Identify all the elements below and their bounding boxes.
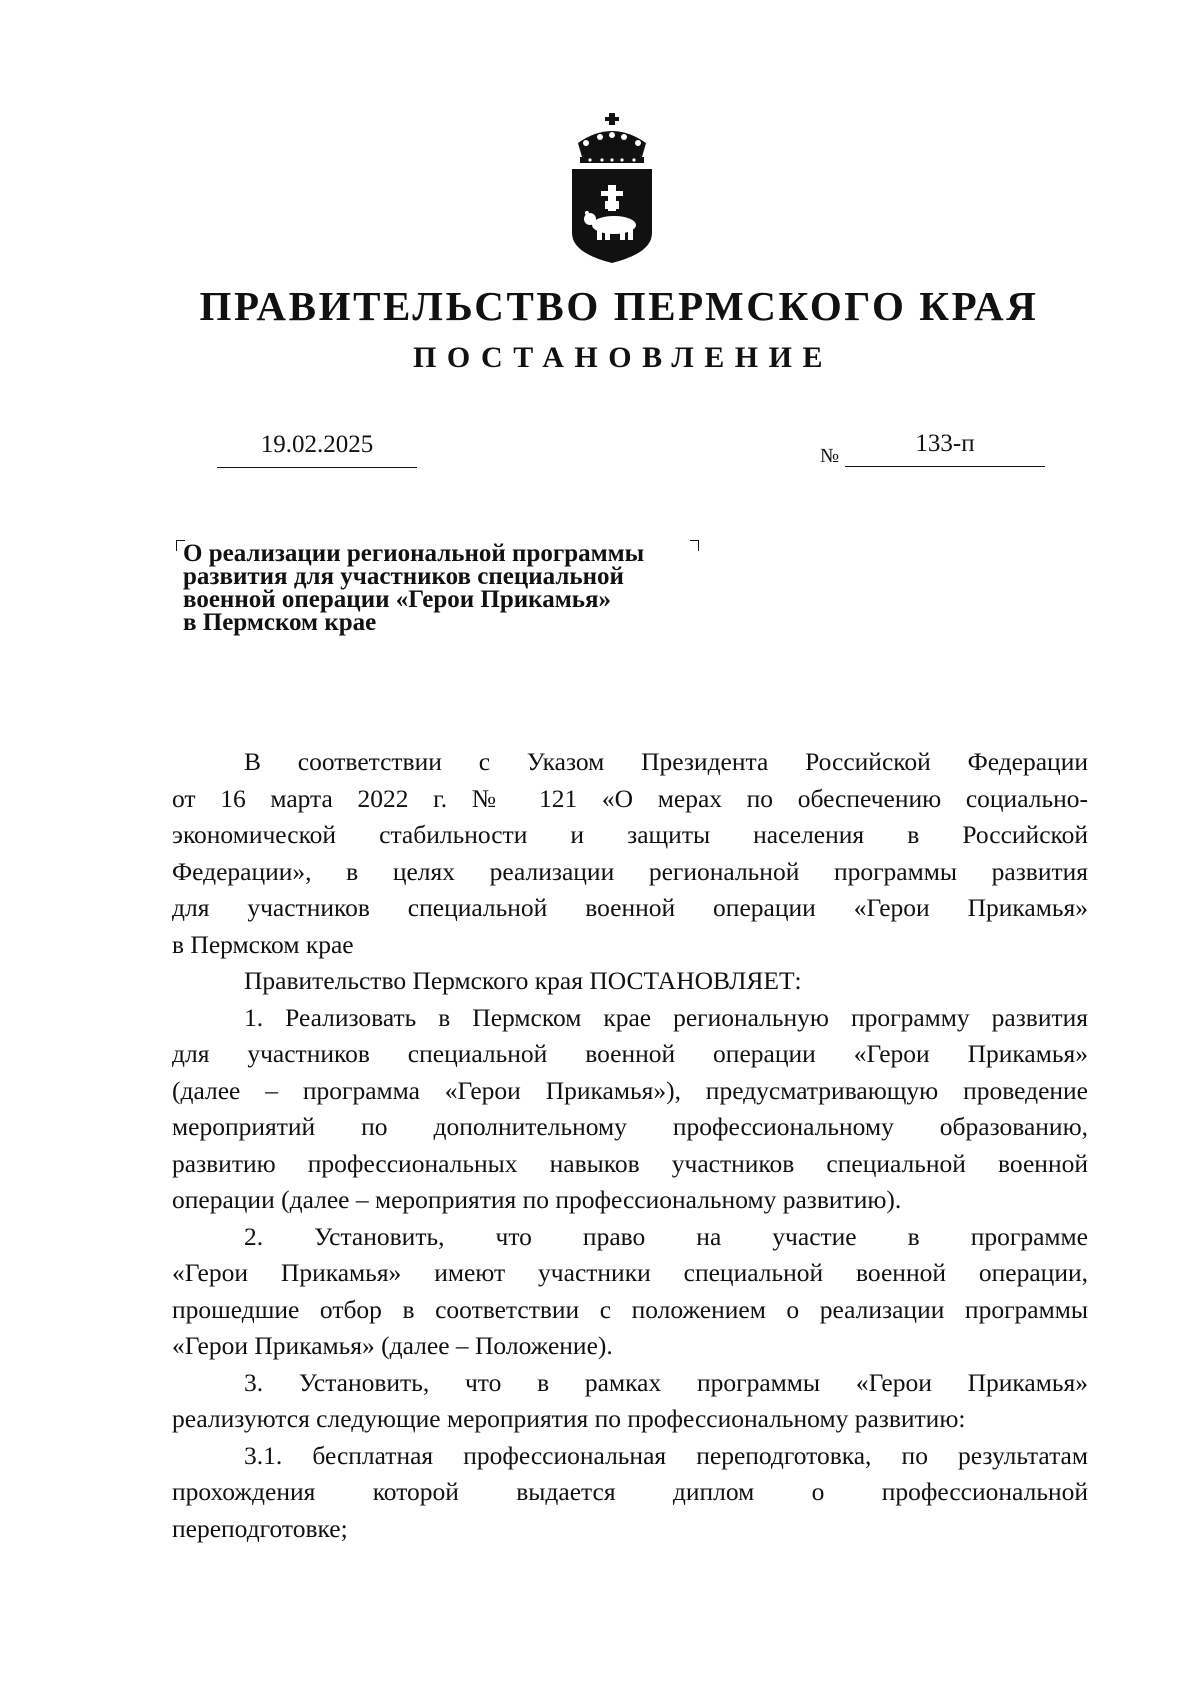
body-line: 2. Установить, что право на участие в программе bbox=[244, 1221, 1088, 1251]
number-label: № bbox=[820, 445, 840, 467]
body-line: 3.1. бесплатная профессиональная переподготовка, по результатам bbox=[244, 1440, 1088, 1470]
document-date: 19.02.2025 bbox=[260, 431, 374, 458]
body-line: для участников специальной военной операции «Герои Прикамья» bbox=[172, 893, 1088, 922]
number-field bbox=[845, 430, 1045, 467]
body-line: прошедшие отбор в соответствии с положением о реализации программы bbox=[172, 1294, 1088, 1324]
body-line: 3. Установить, что в рамках программы «Герои Прикамья» bbox=[244, 1367, 1088, 1397]
body-line: для участников специальной военной операции «Герои Прикамья» bbox=[172, 1039, 1088, 1068]
body-line: (далее – программа «Герои Прикамья»), предусматривающую проведение bbox=[172, 1075, 1088, 1105]
body-line: в Пермском крае bbox=[172, 929, 354, 959]
subject-line: военной операции «Герои Прикамья» bbox=[183, 586, 611, 613]
shield-icon bbox=[572, 169, 652, 263]
document-number: 133-п bbox=[915, 430, 975, 457]
body-line: реализуются следующие мероприятия по профессиональному развитию: bbox=[172, 1404, 966, 1433]
body-line: мероприятий по дополнительному профессиональному образованию, bbox=[172, 1112, 1088, 1141]
subject-line: в Пермском крае bbox=[183, 609, 377, 636]
date-field bbox=[217, 431, 417, 468]
crown-icon bbox=[578, 113, 646, 163]
body-line: «Герои Прикамья» (далее – Положение). bbox=[172, 1331, 613, 1360]
body-line: В соответствии с Указом Президента Российской Федерации bbox=[244, 747, 1088, 776]
subject-heading bbox=[183, 542, 743, 634]
subject-line: О реализации региональной программы bbox=[183, 540, 645, 567]
body-line: экономической стабильности и защиты населения в Российской bbox=[172, 820, 1088, 849]
body-line: Федерации», в целях реализации региональной программы развития bbox=[172, 856, 1088, 886]
body-line: развитию профессиональных навыков участников специальной военной bbox=[172, 1148, 1088, 1178]
body-line: операции (далее – мероприятия по профессиональному развитию). bbox=[172, 1185, 902, 1214]
subject-line: развития для участников специальной bbox=[183, 563, 624, 590]
body-line: «Герои Прикамья» имеют участники специальной военной операции, bbox=[172, 1258, 1088, 1287]
body-line: прохождения которой выдается диплом о профессиональной bbox=[172, 1477, 1088, 1506]
body-line: переподготовке; bbox=[172, 1513, 348, 1543]
body-line: Правительство Пермского края ПОСТАНОВЛЯЕТ: bbox=[244, 966, 802, 995]
authority-title: ПРАВИТЕЛЬСТВО ПЕРМСКОГО КРАЯ bbox=[199, 283, 1039, 329]
body-line: 1. Реализовать в Пермском крае региональную программу развития bbox=[244, 1002, 1088, 1032]
document-body bbox=[172, 744, 1088, 1547]
coat-of-arms-emblem bbox=[568, 113, 656, 263]
document-type: ПОСТАНОВЛЕНИЕ bbox=[413, 341, 833, 374]
body-line: от 16 марта 2022 г. № 121 «О мерах по обеспечению социально- bbox=[172, 783, 1088, 813]
